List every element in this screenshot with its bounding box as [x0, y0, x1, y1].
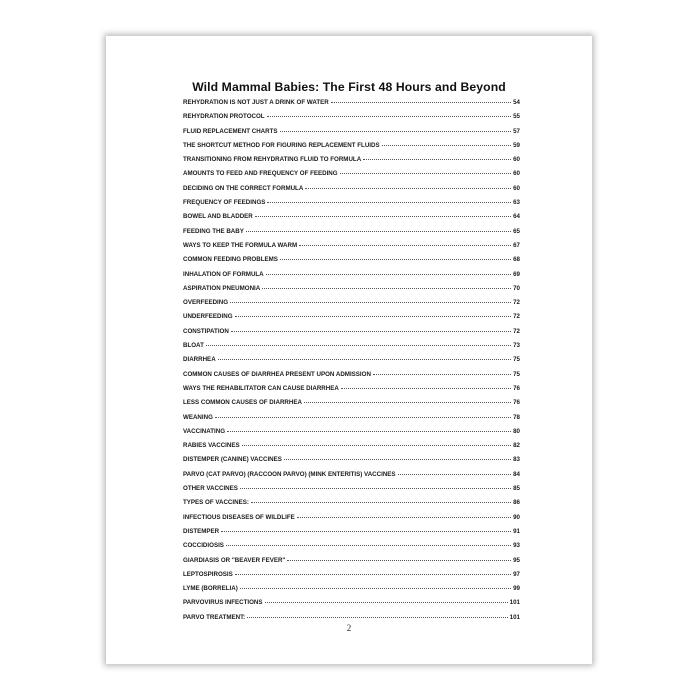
toc-entry-title: BOWEL AND BLADDER	[183, 213, 253, 221]
toc-entry-page: 76	[513, 384, 520, 392]
toc-entry-title: FREQUENCY OF FEEDINGS	[183, 199, 266, 207]
toc-entry-page: 101	[509, 599, 520, 607]
toc-entry-title: PARVO (CAT PARVO) (RACCOON PARVO) (MINK ENTERITIS) VACCINES	[183, 470, 396, 478]
toc-dot-leader	[341, 388, 511, 389]
toc-entry-page: 60	[513, 170, 520, 178]
toc-entry	[183, 268, 520, 282]
toc-entry	[183, 368, 520, 382]
toc-entry-title: FEEDING THE BABY	[183, 227, 244, 235]
toc-entry-title: PARVO TREATMENT:	[183, 613, 246, 621]
toc-entry-title: PARVOVIRUS INFECTIONS	[183, 599, 263, 607]
toc-entry	[183, 139, 520, 153]
toc-dot-leader	[215, 417, 511, 418]
toc-entry-page: 59	[513, 141, 520, 149]
toc-entry-title: COMMON CAUSES OF DIARRHEA PRESENT UPON ADMISSION	[183, 370, 371, 378]
toc-entry-title: WAYS THE REHABILITATOR CAN CAUSE DIARRHEA	[183, 384, 339, 392]
toc-entry-title: COMMON FEEDING PROBLEMS	[183, 256, 278, 264]
toc-entry-page: 78	[513, 413, 520, 421]
toc-entry	[183, 153, 520, 167]
toc-dot-leader	[221, 531, 511, 532]
toc-entry	[183, 296, 520, 310]
toc-entry-page: 65	[513, 227, 520, 235]
toc-entry	[183, 568, 520, 582]
toc-entry	[183, 353, 520, 367]
toc-dot-leader	[287, 560, 511, 561]
toc-dot-leader	[235, 574, 511, 575]
toc-dot-leader	[267, 116, 512, 117]
toc-entry	[183, 468, 520, 482]
toc-dot-leader	[251, 502, 511, 503]
toc-entry-title: REHYDRATION PROTOCOL	[183, 113, 265, 121]
toc-dot-leader	[267, 202, 511, 203]
toc-entry-page: 90	[513, 513, 520, 521]
toc-dot-leader	[240, 588, 511, 589]
toc-dot-leader	[305, 188, 511, 189]
toc-dot-leader	[280, 259, 511, 260]
toc-entry-title: DECIDING ON THE CORRECT FORMULA	[183, 184, 304, 192]
toc-entry-page: 76	[513, 399, 520, 407]
toc-entry-page: 84	[513, 470, 520, 478]
toc-entry	[183, 511, 520, 525]
toc-dot-leader	[242, 445, 511, 446]
toc-dot-leader	[226, 545, 511, 546]
toc-dot-leader	[382, 145, 511, 146]
toc-dot-leader	[304, 402, 511, 403]
toc-entry-page: 55	[513, 113, 520, 121]
toc-entry-title: VACCINATING	[183, 427, 226, 435]
toc-entry-page: 85	[513, 485, 520, 493]
toc-entry-page: 63	[513, 199, 520, 207]
toc-entry	[183, 525, 520, 539]
toc-entry-title: COCCIDIOSIS	[183, 542, 224, 550]
toc-entry-title: LYME (BORRELIA)	[183, 585, 238, 593]
toc-entry-title: THE SHORTCUT METHOD FOR FIGURING REPLACEMENT FLUIDS	[183, 141, 380, 149]
toc-entry-title: CONSTIPATION	[183, 327, 229, 335]
toc-entry-title: LEPTOSPIROSIS	[183, 570, 233, 578]
toc-entry-title: TYPES OF VACCINES:	[183, 499, 249, 507]
toc-entry-title: DIARRHEA	[183, 356, 216, 364]
toc-entry-page: 72	[513, 299, 520, 307]
page-title: Wild Mammal Babies: The First 48 Hours and Beyond	[192, 80, 506, 94]
toc-entry-title: RABIES VACCINES	[183, 442, 240, 450]
toc-entry-page: 70	[513, 284, 520, 292]
toc-entry	[183, 496, 520, 510]
toc-entry-page: 54	[513, 99, 520, 106]
toc-dot-leader	[266, 274, 511, 275]
toc-entry-page: 60	[513, 184, 520, 192]
toc-entry	[183, 382, 520, 396]
toc-entry-page: 72	[513, 327, 520, 335]
toc-entry-page: 101	[509, 613, 520, 621]
toc-entry-title: UNDERFEEDING	[183, 313, 233, 321]
toc-dot-leader	[280, 131, 512, 132]
toc-entry-title: INFECTIOUS DISEASES OF WILDLIFE	[183, 513, 295, 521]
toc-entry	[183, 453, 520, 467]
toc-entry-title: WEANING	[183, 413, 213, 421]
toc-dot-leader	[373, 374, 511, 375]
toc-entry-page: 75	[513, 370, 520, 378]
toc-dot-leader	[363, 159, 511, 160]
toc-entry	[183, 182, 520, 196]
toc-entry	[183, 596, 520, 610]
toc-entry-page: 82	[513, 442, 520, 450]
toc-dot-leader	[255, 216, 511, 217]
toc-entry	[183, 210, 520, 224]
toc-dot-leader	[230, 302, 511, 303]
toc-dot-leader	[262, 288, 511, 289]
toc-entry	[183, 325, 520, 339]
toc-entry-page: 93	[513, 542, 520, 550]
toc-dot-leader	[246, 231, 511, 232]
toc-dot-leader	[227, 431, 511, 432]
toc-entry	[183, 110, 520, 124]
toc-entry	[183, 482, 520, 496]
toc-entry-page: 69	[513, 270, 520, 278]
toc-entry-page: 99	[513, 585, 520, 593]
toc-entry	[183, 339, 520, 353]
toc-entry-title: AMOUNTS TO FEED AND FREQUENCY OF FEEDING	[183, 170, 338, 178]
toc-dot-leader	[206, 345, 511, 346]
toc-dot-leader	[240, 488, 511, 489]
toc-dot-leader	[398, 474, 512, 475]
toc-entry	[183, 96, 520, 110]
toc-dot-leader	[340, 173, 512, 174]
toc-entry-page: 57	[513, 127, 520, 135]
toc-entry-title: GIARDIASIS OR "BEAVER FEVER"	[183, 556, 286, 564]
toc-entry-title: LESS COMMON CAUSES OF DIARRHEA	[183, 399, 302, 407]
toc-entry-title: WAYS TO KEEP THE FORMULA WARM	[183, 241, 298, 249]
toc-entry-title: DISTEMPER (CANINE) VACCINES	[183, 456, 282, 464]
toc-entry-page: 91	[513, 527, 520, 535]
toc-entry	[183, 582, 520, 596]
toc-dot-leader	[331, 102, 511, 103]
toc-entry-page: 75	[513, 356, 520, 364]
toc-entry-title: INHALATION OF FORMULA	[183, 270, 264, 278]
toc-dot-leader	[284, 459, 511, 460]
toc-entry-title: OTHER VACCINES	[183, 485, 238, 493]
toc-entry-page: 60	[513, 156, 520, 164]
page-number: 2	[346, 623, 352, 633]
toc-entry	[183, 554, 520, 568]
toc-entry-page: 97	[513, 570, 520, 578]
toc-entry	[183, 282, 520, 296]
toc-entry	[183, 196, 520, 210]
toc-entry-title: DISTEMPER	[183, 527, 220, 535]
toc-entry	[183, 167, 520, 181]
toc-dot-leader	[218, 359, 511, 360]
toc-entry-title: FLUID REPLACEMENT CHARTS	[183, 127, 278, 135]
toc-dot-leader	[247, 617, 507, 618]
toc-entry	[183, 396, 520, 410]
toc-entry-title: REHYDRATION IS NOT JUST A DRINK OF WATER	[183, 99, 329, 106]
toc-dot-leader	[297, 517, 511, 518]
toc-entry	[183, 239, 520, 253]
toc-entry	[183, 439, 520, 453]
toc-entry-page: 73	[513, 342, 520, 350]
toc-entry-page: 80	[513, 427, 520, 435]
toc-entry-title: ASPIRATION PNEUMONIA	[183, 284, 261, 292]
toc-entry-page: 64	[513, 213, 520, 221]
toc-entry	[183, 225, 520, 239]
table-of-contents	[183, 96, 520, 625]
toc-dot-leader	[231, 331, 511, 332]
document-page	[106, 36, 592, 664]
toc-entry	[183, 539, 520, 553]
toc-entry	[183, 253, 520, 267]
toc-entry-page: 83	[513, 456, 520, 464]
toc-entry	[183, 125, 520, 139]
toc-dot-leader	[235, 316, 512, 317]
toc-entry-page: 68	[513, 256, 520, 264]
toc-dot-leader	[265, 602, 508, 603]
toc-entry-title: OVERFEEDING	[183, 299, 229, 307]
toc-dot-leader	[299, 245, 511, 246]
toc-entry-page: 72	[513, 313, 520, 321]
toc-entry-page: 95	[513, 556, 520, 564]
toc-entry-page: 86	[513, 499, 520, 507]
toc-entry	[183, 310, 520, 324]
toc-entry-title: TRANSITIONING FROM REHYDRATING FLUID TO FORMULA	[183, 156, 362, 164]
toc-entry	[183, 425, 520, 439]
toc-entry	[183, 411, 520, 425]
toc-entry-page: 67	[513, 241, 520, 249]
toc-entry-title: BLOAT	[183, 342, 204, 350]
